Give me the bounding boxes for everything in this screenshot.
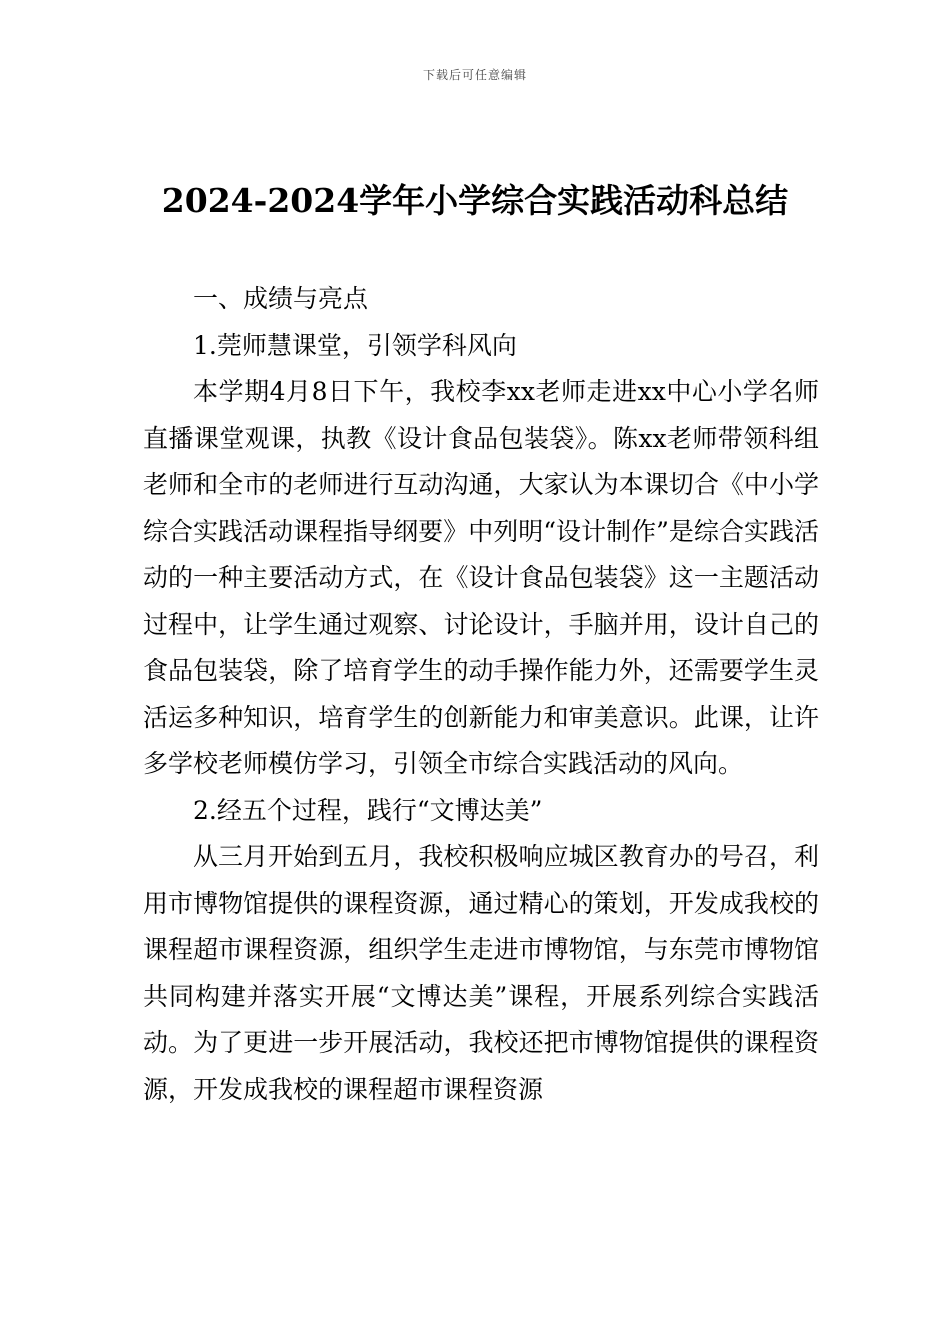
header-note: 下载后可任意编辑 [422,68,527,82]
subsection-heading: 1.莞师慧课堂，引领学科风向 [193,330,517,360]
section-heading: 一、成绩与亮点 [193,284,369,313]
body-paragraph: 本学期4月8日下午，我校李xx老师走进xx中心小学名师直播课堂观课，执教《设计食品包装袋》。陈xx老师带领科组老师和全市的老师进行互动沟通，大家认为本课切合《中小学综合实践活动课程指导纲要》中列明“设计制作”是综合实践活动的一种主要活动方式，在《设计食品包装袋》这一主题活动过程中，让学生通过观察、讨论设计，手脑并用，设计自己的食品包装袋，除了培育学生的动手操作能力外，还需要学生灵活运多种知识，培育学生的创新能力和审美意识。此课，让许多学校老师模仿学习，引领全市综合实践活动的风向。 [143,377,819,778]
document-title: 2024-2024学年小学综合实践活动科总结 [161,181,789,220]
body-paragraph: 从三月开始到五月，我校积极响应城区教育办的号召，利用市博物馆提供的课程资源，通过精心的策划，开发成我校的课程超市课程资源，组织学生走进市博物馆，与东莞市博物馆共同构建并落实开展“文博达美”课程，开展系列综合实践活动。为了更进一步开展活动，我校还把市博物馆提供的课程资源，开发成我校的课程超市课程资源 [143,842,819,1104]
document-body [143,276,819,1113]
subsection-heading: 2.经五个过程，践行“文博达美” [193,795,543,825]
